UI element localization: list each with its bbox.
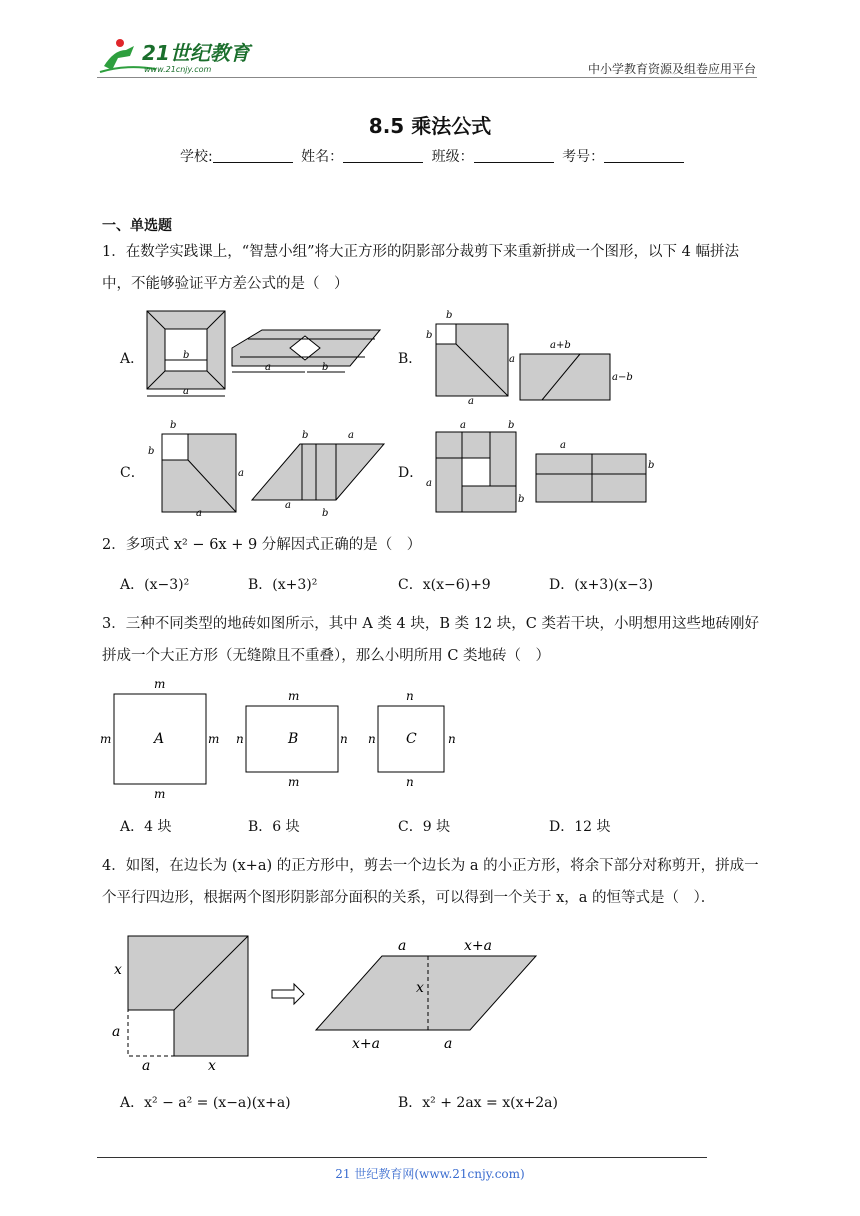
header-divider: [97, 77, 757, 78]
svg-text:a−b: a−b: [612, 372, 633, 383]
student-info-line: [180, 146, 688, 166]
svg-text:a: a: [142, 1058, 151, 1074]
q1-label-a: A．: [120, 351, 145, 367]
svg-text:b: b: [446, 310, 453, 321]
school-label: 学校:: [180, 149, 213, 165]
svg-text:a: a: [398, 938, 407, 954]
svg-text:a: a: [265, 362, 271, 373]
svg-text:m: m: [100, 732, 112, 746]
svg-text:b: b: [322, 362, 329, 373]
class-label: 班级：: [431, 149, 474, 165]
class-blank[interactable]: [474, 148, 554, 163]
svg-text:n: n: [406, 689, 414, 703]
q3-option-b[interactable]: B．6 块: [248, 819, 300, 835]
tile-c-label: C: [406, 731, 417, 747]
svg-text:n: n: [236, 732, 244, 746]
svg-text:a: a: [468, 396, 474, 407]
q4-figure: [104, 930, 544, 1075]
header-platform-text: 中小学教育资源及组卷应用平台: [587, 62, 756, 76]
q2-option-a[interactable]: A．(x−3)²: [120, 577, 190, 593]
q2-option-b[interactable]: B．(x+3)²: [248, 577, 318, 593]
svg-text:a: a: [460, 420, 466, 431]
svg-text:a: a: [560, 440, 566, 451]
q2-option-d[interactable]: D．(x+3)(x−3): [549, 577, 654, 593]
section-heading: 一、单选题: [102, 218, 172, 234]
tile-b-label: B: [288, 731, 299, 747]
svg-text:a: a: [238, 468, 244, 479]
svg-text:b: b: [322, 508, 329, 519]
svg-text:a: a: [285, 500, 291, 511]
q1-label-c: C．: [120, 465, 145, 481]
svg-text:x+a: x+a: [464, 938, 492, 954]
q1-label-d: D．: [398, 465, 424, 481]
q1-figure-b: [420, 306, 635, 407]
exam-no-label: 考号：: [562, 149, 605, 165]
exam-no-blank[interactable]: [604, 148, 684, 163]
svg-text:x+a: x+a: [352, 1036, 380, 1052]
svg-text:n: n: [406, 775, 414, 789]
q3-option-a[interactable]: A．4 块: [120, 819, 172, 835]
name-label: 姓名：: [301, 149, 344, 165]
svg-text:m: m: [288, 689, 300, 703]
q3-tiles-figure: [98, 676, 478, 801]
svg-text:b: b: [508, 420, 515, 431]
footer-link[interactable]: 21 世纪教育网(www.21cnjy.com): [335, 1167, 525, 1181]
logo-url: www.21cnjy.com: [144, 65, 212, 74]
question-3-text: 3．三种不同类型的地砖如图所示，其中 A 类 4 块，B 类 12 块，C 类若干块，小明想用这些地砖刚好拼成一个大正方形（无缝隙且不重叠），那么小明所用 C 类地砖（ ）: [102, 616, 759, 664]
svg-text:x: x: [114, 962, 122, 978]
q1-label-b: B．: [398, 351, 423, 367]
svg-text:b: b: [183, 350, 190, 361]
svg-text:x: x: [416, 980, 424, 996]
tile-a-label: A: [154, 731, 165, 747]
svg-text:n: n: [448, 732, 456, 746]
page-title: 8.5 乘法公式: [368, 114, 492, 138]
q1-figure-d: [420, 416, 655, 520]
svg-text:a+b: a+b: [550, 340, 571, 351]
q1-figure-a: [140, 306, 385, 404]
svg-text:n: n: [340, 732, 348, 746]
q4-option-a[interactable]: A．x² − a² = (x−a)(x+a): [120, 1095, 291, 1111]
q2-option-c[interactable]: C．x(x−6)+9: [398, 577, 491, 593]
svg-text:a: a: [348, 430, 354, 441]
svg-text:a: a: [183, 386, 189, 397]
footer-divider: [97, 1157, 707, 1158]
school-blank[interactable]: [213, 148, 293, 163]
svg-text:b: b: [648, 460, 655, 471]
svg-text:b: b: [302, 430, 309, 441]
svg-text:a: a: [112, 1024, 121, 1040]
question-1-text: 1．在数学实践课上，“智慧小组”将大正方形的阴影部分裁剪下来重新拼成一个图形，以下 4 幅拼法中，不能够验证平方差公式的是（ ）: [102, 244, 739, 292]
svg-text:m: m: [154, 677, 166, 691]
svg-text:a: a: [509, 354, 515, 365]
svg-text:b: b: [148, 446, 155, 457]
name-blank[interactable]: [343, 148, 423, 163]
q1-figure-c: [140, 416, 385, 520]
q4-option-b[interactable]: B．x² + 2ax = x(x+2a): [398, 1095, 558, 1111]
q3-option-d[interactable]: D．12 块: [549, 819, 611, 835]
svg-text:b: b: [518, 494, 525, 505]
site-logo: [96, 36, 266, 76]
question-4-text: 4．如图，在边长为 (x+a) 的正方形中，剪去一个边长为 a 的小正方形，将余下部分对称剪开，拼成一个平行四边形，根据两个图形阴影部分面积的关系，可以得到一个关于 x，a 的恒等式是（ ）．: [102, 858, 759, 906]
question-2-text: 2．多项式 x² − 6x + 9 分解因式正确的是（ ）: [102, 537, 422, 553]
q3-option-c[interactable]: C．9 块: [398, 819, 451, 835]
svg-text:n: n: [368, 732, 376, 746]
svg-text:a: a: [196, 508, 202, 519]
svg-text:m: m: [208, 732, 220, 746]
svg-text:a: a: [444, 1036, 453, 1052]
svg-text:x: x: [208, 1058, 216, 1074]
svg-text:b: b: [426, 330, 433, 341]
svg-text:m: m: [288, 775, 300, 789]
svg-text:m: m: [154, 787, 166, 801]
svg-text:a: a: [426, 478, 432, 489]
svg-text:b: b: [170, 420, 177, 431]
logo-text: 21世纪教育: [142, 41, 250, 65]
